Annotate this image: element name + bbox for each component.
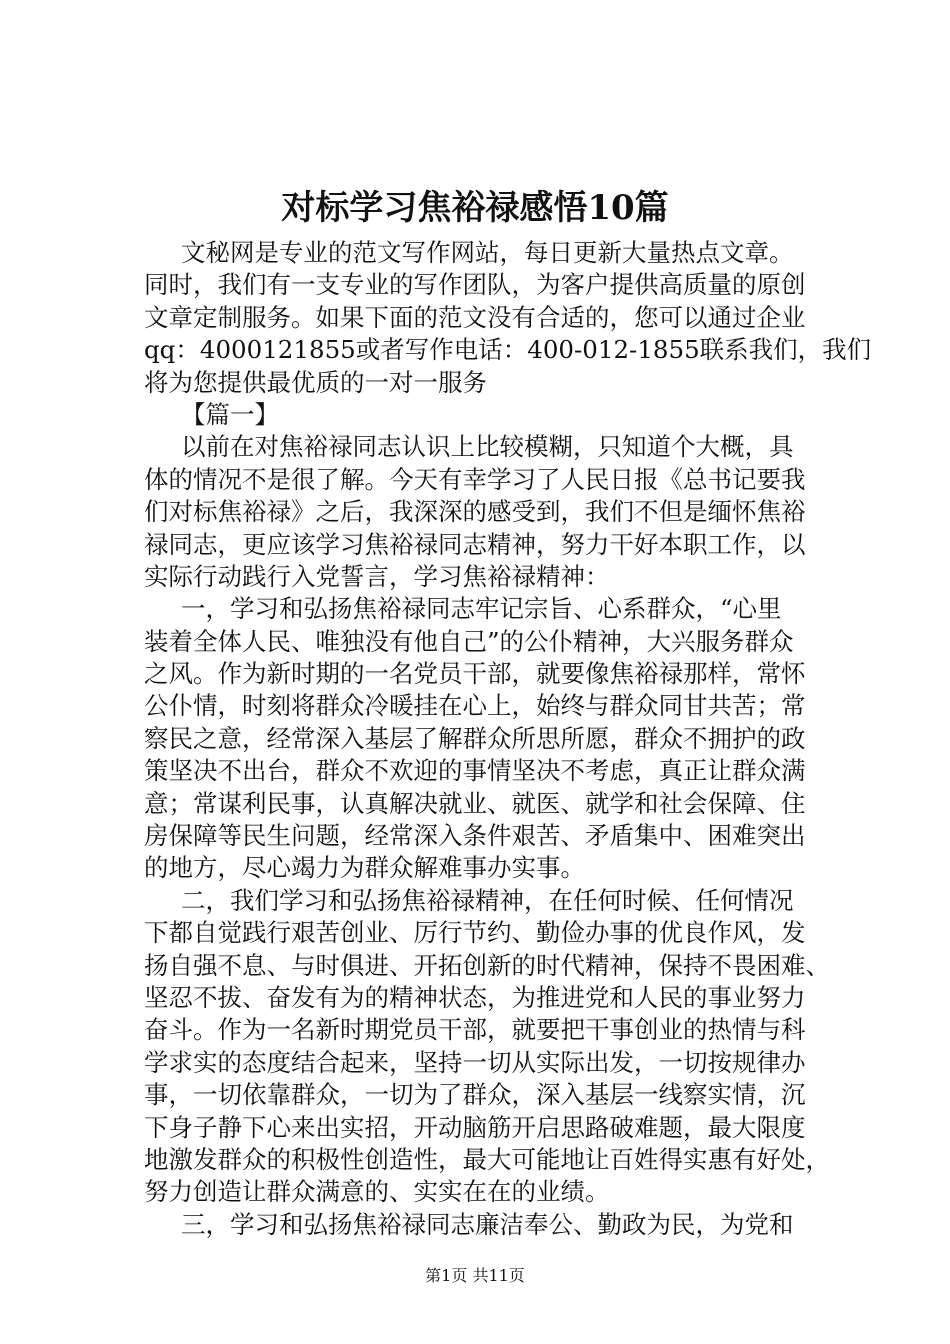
text-line: 努力创造让群众满意的、实实在在的业绩。 bbox=[144, 1177, 610, 1207]
text-line: 扬自强不息、与时俱进、开拓创新的时代精神，保持不畏困难、 bbox=[144, 950, 830, 980]
text-line: 们对标焦裕禄》之后，我深深的感受到，我们不但是缅怀焦裕 bbox=[144, 497, 806, 527]
section-heading: 【篇一】 bbox=[181, 399, 279, 429]
text-line: 体的情况不是很了解。今天有幸学习了人民日报《总书记要我 bbox=[144, 464, 806, 494]
text-line: 禄同志，更应该学习焦裕禄同志精神，努力干好本职工作，以 bbox=[144, 529, 806, 559]
text-line: 装着全体人民、唯独没有他自己”的公仆精神，大兴服务群众 bbox=[144, 626, 794, 656]
text-line: 三，学习和弘扬焦裕禄同志廉洁奉公、勤政为民，为党和 bbox=[181, 1209, 794, 1239]
text-line: 房保障等民生问题，经常深入条件艰苦、矛盾集中、困难突出 bbox=[144, 821, 806, 851]
text-line: 以前在对焦裕禄同志认识上比较模糊，只知道个大概，具 bbox=[181, 432, 794, 462]
page-number: 第1页 共11页 bbox=[425, 1266, 525, 1285]
text-line: 坚忍不拔、奋发有为的精神状态，为推进党和人民的事业努力 bbox=[144, 982, 806, 1012]
text-line: 之风。作为新时期的一名党员干部，就要像焦裕禄那样，常怀 bbox=[144, 659, 806, 689]
text-line: 事，一切依靠群众，一切为了群众，深入基层一线察实情，沉 bbox=[144, 1080, 806, 1110]
text-line: 的地方，尽心竭力为群众解难事办实事。 bbox=[144, 853, 585, 883]
text-line: 将为您提供最优质的一对一服务 bbox=[144, 367, 487, 397]
text-line: 察民之意，经常深入基层了解群众所思所愿，群众不拥护的政 bbox=[144, 723, 806, 753]
document-body bbox=[144, 237, 872, 1241]
text-line: 下都自觉践行艰苦创业、厉行节约、勤俭办事的优良作风，发 bbox=[144, 918, 806, 948]
text-line: 策坚决不出台，群众不欢迎的事情坚决不考虑，真正让群众满 bbox=[144, 756, 806, 786]
text-line: 实际行动践行入党誓言，学习焦裕禄精神： bbox=[144, 561, 610, 591]
text-line: 二，我们学习和弘扬焦裕禄精神，在任何时候、任何情况 bbox=[181, 885, 794, 915]
text-line: 一，学习和弘扬焦裕禄同志牢记宗旨、心系群众，“心里 bbox=[181, 594, 782, 624]
text-line: 公仆情，时刻将群众冷暖挂在心上，始终与群众同甘共苦；常 bbox=[144, 691, 806, 721]
text-line: 文章定制服务。如果下面的范文没有合适的，您可以通过企业 bbox=[144, 302, 806, 332]
document-title: 对标学习焦裕禄感悟10篇 bbox=[281, 188, 669, 228]
text-line: 地激发群众的积极性创造性，最大可能地让百姓得实惠有好处， bbox=[144, 1144, 830, 1174]
text-line: 学求实的态度结合起来，坚持一切从实际出发，一切按规律办 bbox=[144, 1047, 806, 1077]
text-line: 同时，我们有一支专业的写作团队，为客户提供高质量的原创 bbox=[144, 270, 806, 300]
text-line: 意；常谋利民事，认真解决就业、就医、就学和社会保障、住 bbox=[144, 788, 806, 818]
text-line: qq：4000121855或者写作电话：400-012-1855联系我们，我们 bbox=[144, 335, 872, 365]
text-line: 下身子静下心来出实招，开动脑筋开启思路破难题，最大限度 bbox=[144, 1112, 806, 1142]
text-line: 文秘网是专业的范文写作网站，每日更新大量热点文章。 bbox=[181, 238, 794, 267]
text-line: 奋斗。作为一名新时期党员干部，就要把干事创业的热情与科 bbox=[144, 1015, 806, 1045]
